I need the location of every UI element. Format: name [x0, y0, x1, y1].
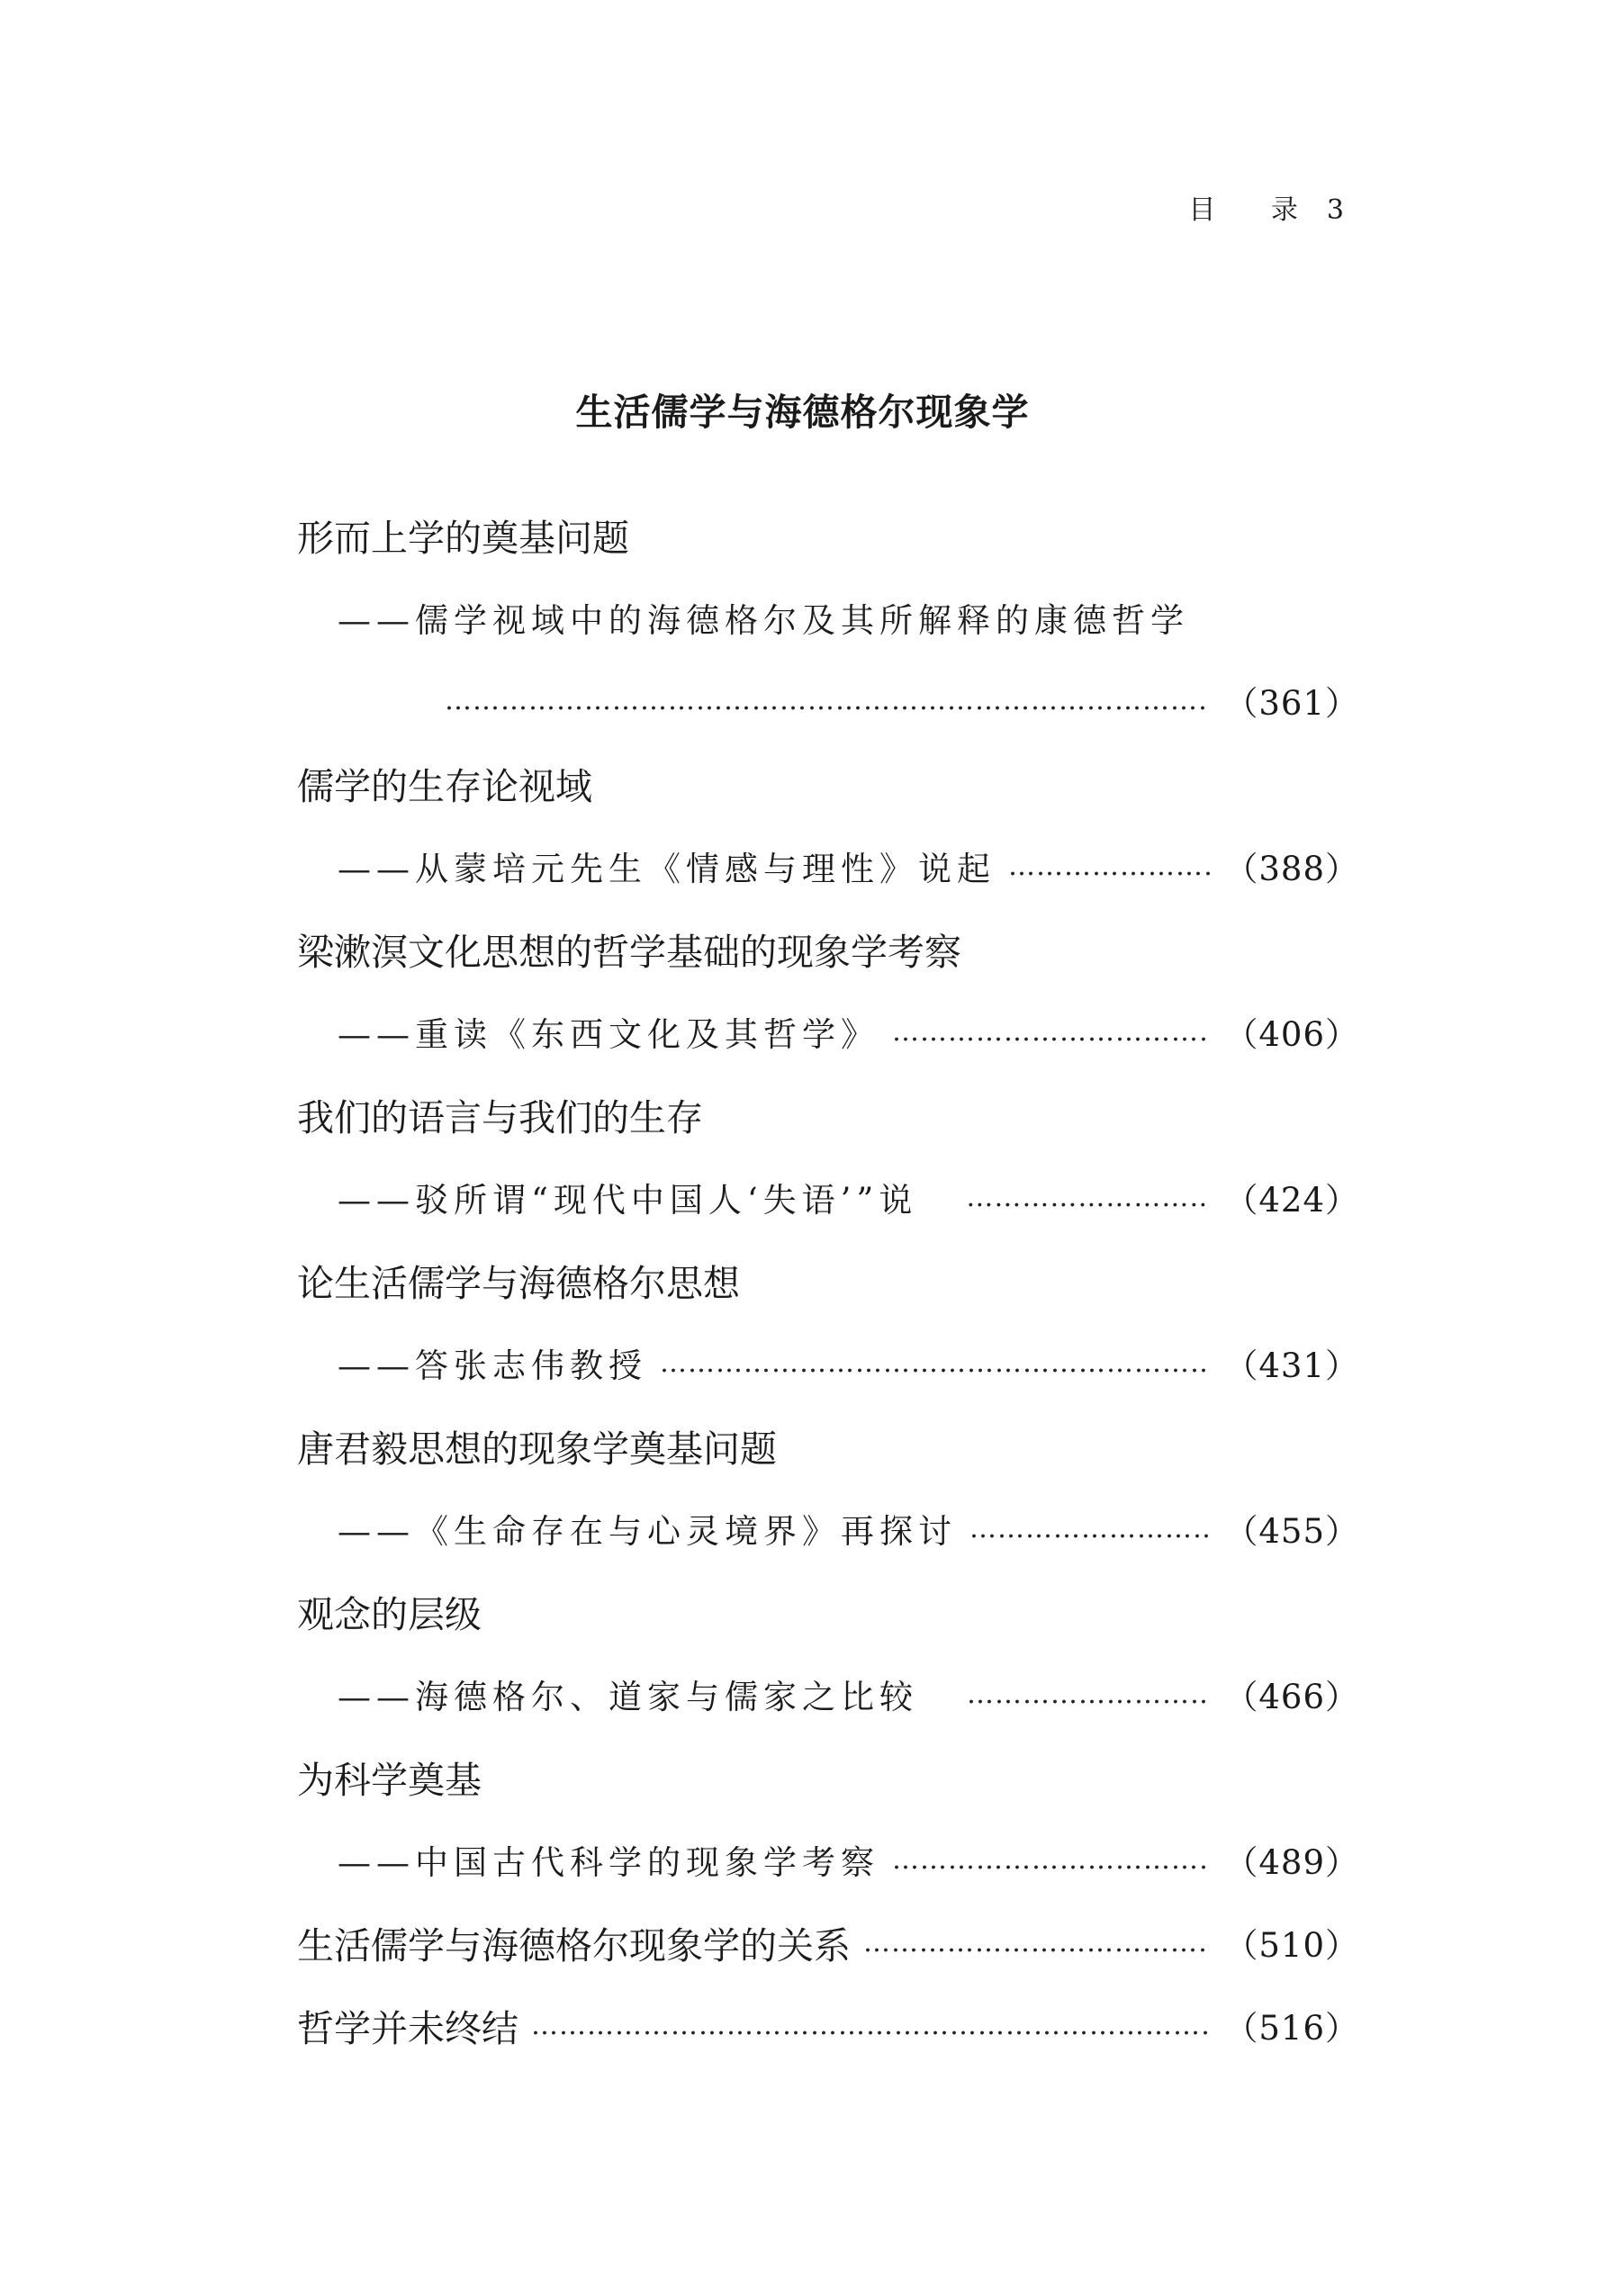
toc-entry-title: [297, 1238, 1359, 1321]
toc-entry-page[interactable]: （516）: [1224, 2009, 1359, 2048]
dot-leader: [660, 1347, 1210, 1379]
toc-entry-page[interactable]: （431）: [1224, 1346, 1359, 1385]
toc-entry-title: [297, 1404, 1359, 1487]
toc-entry-subtitle: [297, 1652, 1359, 1735]
toc-entry-page[interactable]: （388）: [1224, 850, 1359, 888]
toc-entry-title-text[interactable]: 我们的语言与我们的生存: [297, 1095, 703, 1139]
toc-entry-subtitle: [297, 576, 1359, 659]
toc-entry-subtitle-text: ——中国古代科学的现象学考察: [338, 1843, 879, 1882]
dot-leader: [863, 1927, 1210, 1958]
running-head: [1188, 187, 1346, 227]
dot-leader: [531, 2010, 1210, 2041]
toc-entry-title-text[interactable]: 论生活儒学与海德格尔思想: [297, 1261, 740, 1305]
toc-entry-page[interactable]: （510）: [1224, 1926, 1359, 1965]
dot-leader: [445, 685, 1210, 716]
toc-entry-title-text[interactable]: 形而上学的奠基问题: [297, 516, 629, 560]
toc-entry-title-text[interactable]: 观念的层级: [297, 1592, 482, 1636]
toc-entry-page[interactable]: （489）: [1224, 1843, 1359, 1882]
dot-leader: [966, 1182, 1210, 1213]
toc-entry-subtitle: [297, 990, 1359, 1073]
table-of-contents: [297, 493, 1359, 2066]
toc-entry-title: [297, 1901, 1359, 1984]
toc-entry-subtitle: [297, 824, 1359, 907]
toc-entry-subtitle: [297, 1487, 1359, 1570]
toc-entry-title-text[interactable]: 梁漱溟文化思想的哲学基础的现象学考察: [297, 930, 961, 974]
toc-entry-page[interactable]: （424）: [1224, 1181, 1359, 1220]
toc-entry-title-text[interactable]: 儒学的生存论视域: [297, 764, 592, 808]
toc-entry-title-text[interactable]: 唐君毅思想的现象学奠基问题: [297, 1427, 777, 1471]
toc-entry-page-line: [297, 659, 1359, 742]
toc-entry-title: [297, 907, 1359, 990]
toc-entry-subtitle-text: ——《生命存在与心灵境界》再探讨: [338, 1512, 957, 1551]
toc-entry-subtitle: [297, 1818, 1359, 1901]
running-head-label: 目 录: [1188, 194, 1321, 226]
toc-entry-page[interactable]: （406）: [1224, 1015, 1359, 1054]
toc-entry-page[interactable]: （455）: [1224, 1512, 1359, 1551]
toc-entry-page[interactable]: （466）: [1224, 1678, 1359, 1716]
toc-entry-subtitle-text: ——儒学视域中的海德格尔及其所解释的康德哲学: [338, 601, 1189, 640]
toc-entry-title-text[interactable]: 哲学并未终结: [297, 2006, 518, 2050]
toc-entry-subtitle: [297, 1321, 1359, 1404]
toc-entry-subtitle-text: ——从蒙培元先生《情感与理性》说起: [338, 850, 996, 888]
toc-entry-title: [297, 493, 1359, 576]
toc-entry-subtitle-text: ——海德格尔、道家与儒家之比较: [338, 1678, 918, 1716]
toc-entry-subtitle-text: ——答张志伟教授: [338, 1346, 647, 1385]
dot-leader: [892, 1844, 1210, 1876]
toc-entry-title: [297, 1570, 1359, 1652]
toc-entry-subtitle: [297, 1156, 1359, 1238]
toc-entry-title: [297, 1984, 1359, 2066]
toc-entry-title: [297, 1735, 1359, 1818]
section-title: 生活儒学与海德格尔现象学: [575, 391, 1030, 434]
dot-leader: [969, 1513, 1210, 1544]
dot-leader: [1008, 851, 1210, 882]
toc-entry-title: [297, 1073, 1359, 1156]
toc-entry-subtitle-text: ——驳所谓“现代中国人‘失语’”说: [338, 1181, 918, 1220]
toc-entry-title-text[interactable]: 为科学奠基: [297, 1758, 482, 1802]
running-head-page-number: 3: [1326, 194, 1346, 226]
dot-leader: [967, 1679, 1210, 1710]
toc-entry-page[interactable]: （361）: [1224, 684, 1359, 723]
toc-entry-title: [297, 742, 1359, 824]
toc-entry-title-text[interactable]: 生活儒学与海德格尔现象学的关系: [297, 1923, 851, 1967]
dot-leader: [892, 1016, 1210, 1048]
toc-entry-subtitle-text: ——重读《东西文化及其哲学》: [338, 1015, 879, 1054]
